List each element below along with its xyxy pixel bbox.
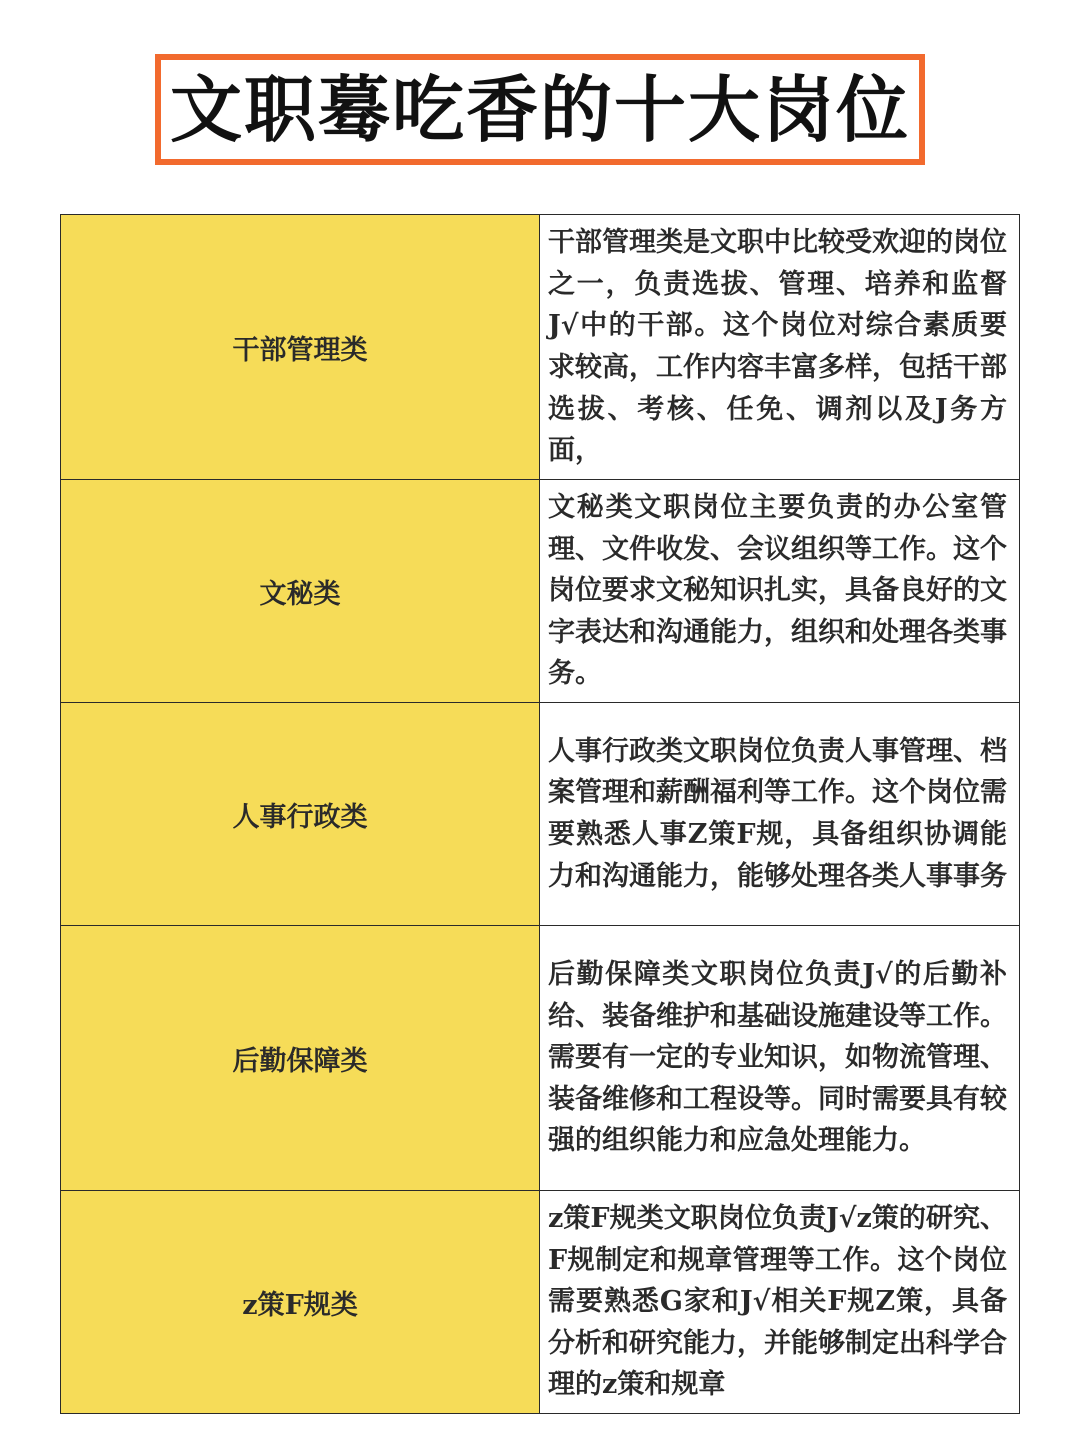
table-row	[61, 480, 1020, 703]
table-row	[61, 1191, 1020, 1414]
positions-table	[60, 214, 1020, 1414]
category-cell: 干部管理类	[61, 215, 540, 480]
description-cell: 干部管理类是文职中比较受欢迎的岗位之一，负责选拔、管理、培养和监督J√中的干部。这个岗位对综合素质要求较高，工作内容丰富多样，包括干部选拔、考核、任免、调剂以及J务方面，	[540, 215, 1020, 480]
category-cell: 人事行政类	[61, 703, 540, 926]
description-cell: 人事行政类文职岗位负责人事管理、档案管理和薪酬福利等工作。这个岗位需要熟悉人事Z策F规，具备组织协调能力和沟通能力，能够处理各类人事事务	[540, 703, 1020, 926]
description-cell: 文秘类文职岗位主要负责的办公室管理、文件收发、会议组织等工作。这个岗位要求文秘知识扎实，具备良好的文字表达和沟通能力，组织和处理各类事务。	[540, 480, 1020, 703]
category-cell: 文秘类	[61, 480, 540, 703]
table-row	[61, 703, 1020, 926]
description-cell: z策F规类文职岗位负责J√z策的研究、F规制定和规章管理等工作。这个岗位需要熟悉G家和J√相关F规Z策，具备分析和研究能力，并能够制定出科学合理的z策和规章	[540, 1191, 1020, 1414]
category-cell: 后勤保障类	[61, 926, 540, 1191]
table-row	[61, 215, 1020, 480]
category-cell: z策F规类	[61, 1191, 540, 1414]
table-row	[61, 926, 1020, 1191]
page-title: 文职蓦吃香的十大岗位	[169, 66, 910, 152]
description-cell: 后勤保障类文职岗位负责J√的后勤补给、装备维护和基础设施建设等工作。需要有一定的专业知识，如物流管理、装备维修和工程设等。同时需要具有较强的组织能力和应急处理能力。	[540, 926, 1020, 1191]
title-banner	[155, 54, 925, 165]
